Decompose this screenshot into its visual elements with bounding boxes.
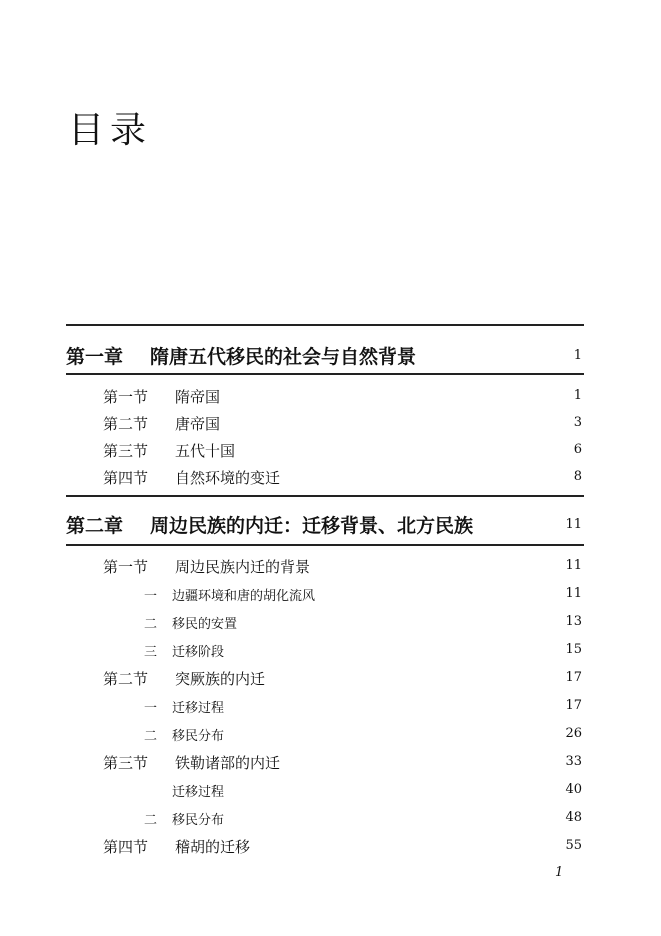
chapter-title: 隋唐五代移民的社会与自然背景 (150, 346, 417, 368)
toc-entry-sub[interactable] (0, 638, 584, 662)
entry-label: 二 (144, 813, 158, 828)
toc-entry-section[interactable] (0, 384, 584, 408)
chapter-heading[interactable] (66, 339, 584, 369)
chapter-top-rule (66, 324, 584, 326)
entry-label: 第三节 (103, 442, 149, 460)
entry-title: 移民分布 (172, 729, 225, 744)
entry-label: 三 (144, 645, 158, 660)
entry-label: 第三节 (103, 754, 149, 772)
toc-entry-section[interactable] (0, 666, 584, 690)
entry-title: 唐帝国 (175, 415, 221, 433)
entry-title: 铁勒诸部的内迁 (175, 754, 281, 772)
entry-page: 26 (565, 726, 582, 741)
entry-page: 40 (565, 782, 582, 797)
entry-label: 第四节 (103, 469, 149, 487)
toc-entry-section[interactable] (0, 750, 584, 774)
entry-title: 隋帝国 (175, 388, 221, 406)
entry-title: 稽胡的迁移 (175, 838, 251, 856)
entry-page: 3 (573, 415, 582, 430)
entry-title: 移民分布 (172, 813, 225, 828)
toc-entry-sub[interactable] (0, 778, 584, 802)
entry-page: 15 (565, 642, 582, 657)
toc-entry-section[interactable] (0, 411, 584, 435)
entry-page: 17 (565, 698, 582, 713)
entry-label: 二 (144, 617, 158, 632)
entry-label: 第二节 (103, 415, 149, 433)
entry-title: 自然环境的变迁 (175, 469, 281, 487)
entry-title: 五代十国 (175, 442, 236, 460)
entry-title: 周边民族内迁的背景 (175, 558, 311, 576)
toc-entry-section[interactable] (0, 554, 584, 578)
toc-entry-sub[interactable] (0, 694, 584, 718)
entry-page: 17 (565, 670, 582, 685)
entry-label: 第一节 (103, 388, 149, 406)
chapter-label: 第二章 (66, 515, 124, 537)
chapter-bottom-rule (66, 373, 584, 375)
toc-entry-sub[interactable] (0, 806, 584, 830)
entry-page: 11 (565, 558, 582, 573)
entry-page: 13 (565, 614, 582, 629)
toc-entry-sub[interactable] (0, 582, 584, 606)
entry-page: 11 (565, 586, 582, 601)
chapter-title: 周边民族的内迁：迁移背景、北方民族 (150, 515, 474, 537)
chapter-label: 第一章 (66, 346, 124, 368)
chapter-page: 11 (565, 517, 582, 532)
page-title: 目录 (68, 110, 153, 151)
chapter-top-rule (66, 495, 584, 497)
chapter-heading[interactable] (66, 508, 584, 538)
entry-label: 一 (144, 589, 158, 604)
chapter-page: 1 (573, 348, 582, 363)
toc-entry-sub[interactable] (0, 610, 584, 634)
toc-entry-sub[interactable] (0, 722, 584, 746)
entry-title: 边疆环境和唐的胡化流风 (172, 589, 316, 604)
page-folio: 1 (555, 865, 564, 880)
toc-entry-section[interactable] (0, 465, 584, 489)
entry-page: 55 (565, 838, 582, 853)
entry-title: 移民的安置 (172, 617, 238, 632)
entry-label: 一 (144, 701, 158, 716)
entry-title: 迁移过程 (172, 785, 225, 800)
entry-page: 8 (573, 469, 582, 484)
entry-page: 48 (565, 810, 582, 825)
toc-entry-section[interactable] (0, 438, 584, 462)
entry-label: 第二节 (103, 670, 149, 688)
toc-entry-section[interactable] (0, 834, 584, 858)
entry-title: 迁移过程 (172, 701, 225, 716)
entry-page: 33 (565, 754, 582, 769)
entry-title: 迁移阶段 (172, 645, 225, 660)
entry-label: 二 (144, 729, 158, 744)
chapter-bottom-rule (66, 544, 584, 546)
entry-page: 6 (573, 442, 582, 457)
entry-label: 第一节 (103, 558, 149, 576)
entry-title: 突厥族的内迁 (175, 670, 266, 688)
entry-label: 第四节 (103, 838, 149, 856)
entry-page: 1 (573, 388, 582, 403)
